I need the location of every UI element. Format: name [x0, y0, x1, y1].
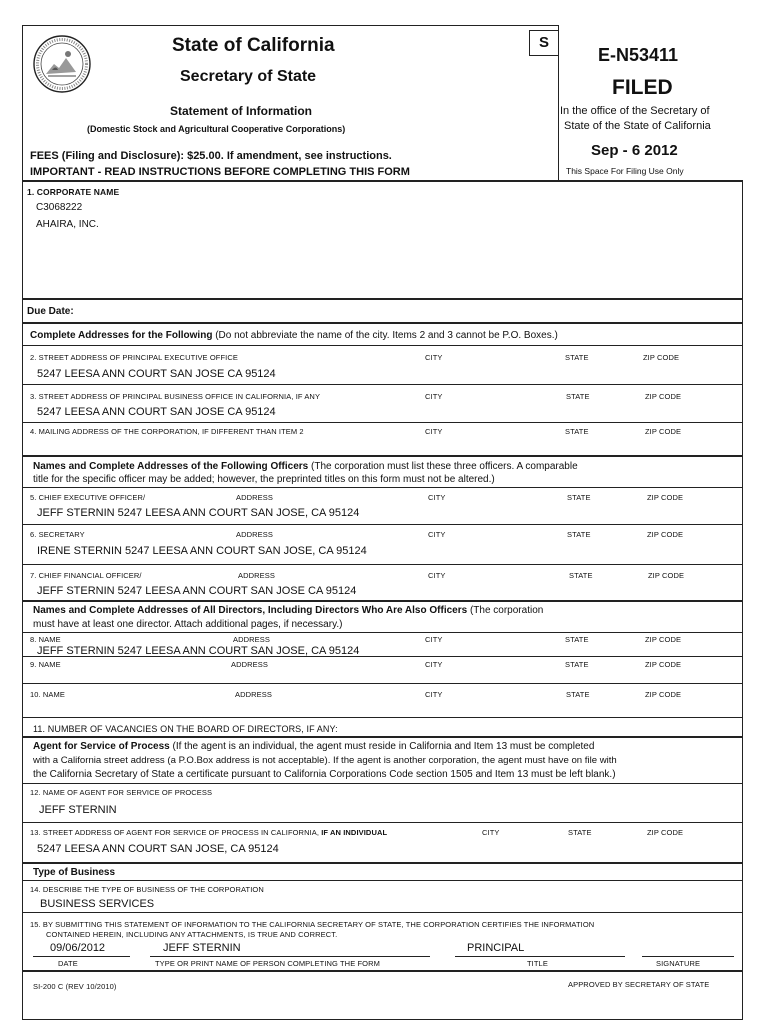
item10-zip-label: ZIP CODE [645, 690, 682, 699]
filing-office-line2: State of the State of California [564, 120, 711, 132]
item7-label: 7. CHIEF FINANCIAL OFFICER/ [30, 571, 142, 580]
item7-address-label: ADDRESS [238, 571, 275, 580]
item9-city-label: CITY [425, 660, 443, 669]
directors-heading-line2: must have at least one director. Attach additional pages, if necessary.) [33, 619, 343, 630]
item9-zip-label: ZIP CODE [645, 660, 682, 669]
item5-state-label: STATE [567, 493, 591, 502]
item13-state-label: STATE [568, 828, 592, 837]
item8-zip-label: ZIP CODE [645, 635, 682, 644]
filing-status: FILED [612, 76, 673, 99]
item9-address-label: ADDRESS [231, 660, 268, 669]
item6-city-label: CITY [428, 530, 446, 539]
agent-heading-rest: (If the agent is an individual, the agent must reside in California and Item 13 must be completed [169, 741, 595, 752]
s-box [529, 30, 559, 56]
directors-heading-bold: Names and Complete Addresses of All Directors, Including Directors Who Are Also Officers [33, 605, 468, 616]
agent-heading-bold: Agent for Service of Process [33, 741, 170, 752]
item15-text-line1: 15. BY SUBMITTING THIS STATEMENT OF INFORMATION TO THE CALIFORNIA SECRETARY OF STATE, THE CORPORATION CERTIFIES THE INFORMATION [30, 920, 595, 929]
corporate-number: C3068222 [36, 202, 83, 213]
filing-date: Sep - 6 2012 [591, 142, 678, 159]
item3-city-label: CITY [425, 392, 443, 401]
item13-label-bold: IF AN INDIVIDUAL [321, 828, 388, 837]
form-id: SI-200 C (REV 10/2010) [33, 982, 117, 991]
filing-office-line1: In the office of the Secretary of [560, 105, 710, 117]
item4-zip-label: ZIP CODE [645, 427, 682, 436]
item8-state-label: STATE [565, 635, 589, 644]
filing-note: This Space For Filing Use Only [566, 166, 684, 176]
item10-label: 10. NAME [30, 690, 65, 699]
corporate-name: AHAIRA, INC. [36, 219, 99, 230]
item6-label: 6. SECRETARY [30, 530, 85, 539]
approved-text: APPROVED BY SECRETARY OF STATE [568, 980, 710, 989]
item4-city-label: CITY [425, 427, 443, 436]
directors-heading [33, 605, 543, 616]
item7-city-label: CITY [428, 571, 446, 580]
item14-value: BUSINESS SERVICES [40, 898, 155, 910]
item6-address-label: ADDRESS [236, 530, 273, 539]
item13-city-label: CITY [482, 828, 500, 837]
item10-state-label: STATE [566, 690, 590, 699]
item2-zip-label: ZIP CODE [643, 353, 680, 362]
item2-label: 2. STREET ADDRESS OF PRINCIPAL EXECUTIVE OFFICE [30, 353, 238, 362]
due-date-label: Due Date: [27, 306, 74, 317]
officers-heading-bold: Names and Complete Addresses of the Following Officers [33, 461, 309, 472]
item6-state-label: STATE [567, 530, 591, 539]
signature-field[interactable] [642, 942, 734, 956]
directors-heading-rest: (The corporation [467, 605, 544, 616]
item5-city-label: CITY [428, 493, 446, 502]
officers-heading-rest: (The corporation must list these three officers. A comparable [308, 461, 578, 472]
agent-heading [33, 741, 594, 752]
form-title: Statement of Information [170, 104, 313, 118]
item5-value: JEFF STERNIN 5247 LEESA ANN COURT SAN JOSE, CA 95124 [37, 507, 360, 519]
item8-address-label: ADDRESS [233, 635, 270, 644]
name-label: TYPE OR PRINT NAME OF PERSON COMPLETING THE FORM [155, 959, 380, 968]
name-value: JEFF STERNIN [163, 942, 241, 954]
office-title: Secretary of State [180, 68, 317, 85]
item7-state-label: STATE [569, 571, 593, 580]
item10-city-label: CITY [425, 690, 443, 699]
item5-label: 5. CHIEF EXECUTIVE OFFICER/ [30, 493, 146, 502]
item8-city-label: CITY [425, 635, 443, 644]
officers-heading-line2: title for the specific officer may be added; however, the preprinted titles on this form must not be altered.) [33, 474, 495, 485]
item2-state-label: STATE [565, 353, 589, 362]
item6-value: IRENE STERNIN 5247 LEESA ANN COURT SAN JOSE, CA 95124 [37, 545, 367, 557]
item3-zip-label: ZIP CODE [645, 392, 682, 401]
officers-heading [33, 461, 578, 472]
item2-value: 5247 LEESA ANN COURT SAN JOSE CA 95124 [37, 368, 276, 380]
filing-number: E-N53411 [598, 45, 679, 65]
corporate-name-label: 1. CORPORATE NAME [27, 187, 120, 197]
title-label: TITLE [527, 959, 548, 968]
item8-value: JEFF STERNIN 5247 LEESA ANN COURT SAN JOSE, CA 95124 [37, 645, 360, 657]
item3-state-label: STATE [566, 392, 590, 401]
item2-city-label: CITY [425, 353, 443, 362]
item3-value: 5247 LEESA ANN COURT SAN JOSE CA 95124 [37, 406, 276, 418]
item13-zip-label: ZIP CODE [647, 828, 684, 837]
form-subtitle: (Domestic Stock and Agricultural Cooperative Corporations) [87, 124, 346, 134]
item4-state-label: STATE [565, 427, 589, 436]
item9-label: 9. NAME [30, 660, 61, 669]
addresses-heading-rest: (Do not abbreviate the name of the city. Items 2 and 3 cannot be P.O. Boxes.) [212, 330, 558, 341]
item5-zip-label: ZIP CODE [647, 493, 684, 502]
title-value: PRINCIPAL [467, 942, 525, 954]
date-label: DATE [58, 959, 78, 968]
item13-label-text: 13. STREET ADDRESS OF AGENT FOR SERVICE OF PROCESS IN CALIFORNIA, [30, 828, 322, 837]
signature-label: SIGNATURE [656, 959, 701, 968]
item14-label: 14. DESCRIBE THE TYPE OF BUSINESS OF THE CORPORATION [30, 885, 264, 894]
item12-label: 12. NAME OF AGENT FOR SERVICE OF PROCESS [30, 788, 213, 797]
state-title: State of California [172, 35, 335, 56]
addresses-heading [30, 330, 558, 341]
important-line: IMPORTANT - READ INSTRUCTIONS BEFORE COMPLETING THIS FORM [30, 166, 410, 178]
item7-zip-label: ZIP CODE [648, 571, 685, 580]
item9-state-label: STATE [565, 660, 589, 669]
item13-label [30, 828, 387, 837]
date-value: 09/06/2012 [50, 942, 106, 954]
item8-label: 8. NAME [30, 635, 61, 644]
item12-value: JEFF STERNIN [39, 804, 117, 816]
s-box-label: S [538, 34, 549, 51]
item15-text-line2: CONTAINED HEREIN, INCLUDING ANY ATTACHMENTS, IS TRUE AND CORRECT. [46, 930, 338, 939]
fees-line: FEES (Filing and Disclosure): $25.00. If amendment, see instructions. [30, 150, 392, 162]
item10-address-label: ADDRESS [235, 690, 272, 699]
item4-label: 4. MAILING ADDRESS OF THE CORPORATION, IF DIFFERENT THAN ITEM 2 [30, 427, 304, 436]
item7-value: JEFF STERNIN 5247 LEESA ANN COURT SAN JOSE CA 95124 [37, 585, 357, 597]
agent-heading-line3: the California Secretary of State a certificate pursuant to California Corporations Code section 1505 and Item 13 must be left blank.) [33, 769, 616, 780]
item6-zip-label: ZIP CODE [647, 530, 684, 539]
item11-label: 11. NUMBER OF VACANCIES ON THE BOARD OF DIRECTORS, IF ANY: [33, 724, 338, 734]
addresses-heading-bold: Complete Addresses for the Following [30, 330, 213, 341]
item13-value: 5247 LEESA ANN COURT SAN JOSE, CA 95124 [37, 843, 279, 855]
state-seal [32, 34, 92, 94]
business-heading: Type of Business [33, 867, 116, 878]
item5-address-label: ADDRESS [236, 493, 273, 502]
item3-label: 3. STREET ADDRESS OF PRINCIPAL BUSINESS OFFICE IN CALIFORNIA, IF ANY [30, 392, 321, 401]
agent-heading-line2: with a California street address (a P.O.Box address is not acceptable). If the agent is another corporation, the agent must have on file with [33, 755, 617, 766]
